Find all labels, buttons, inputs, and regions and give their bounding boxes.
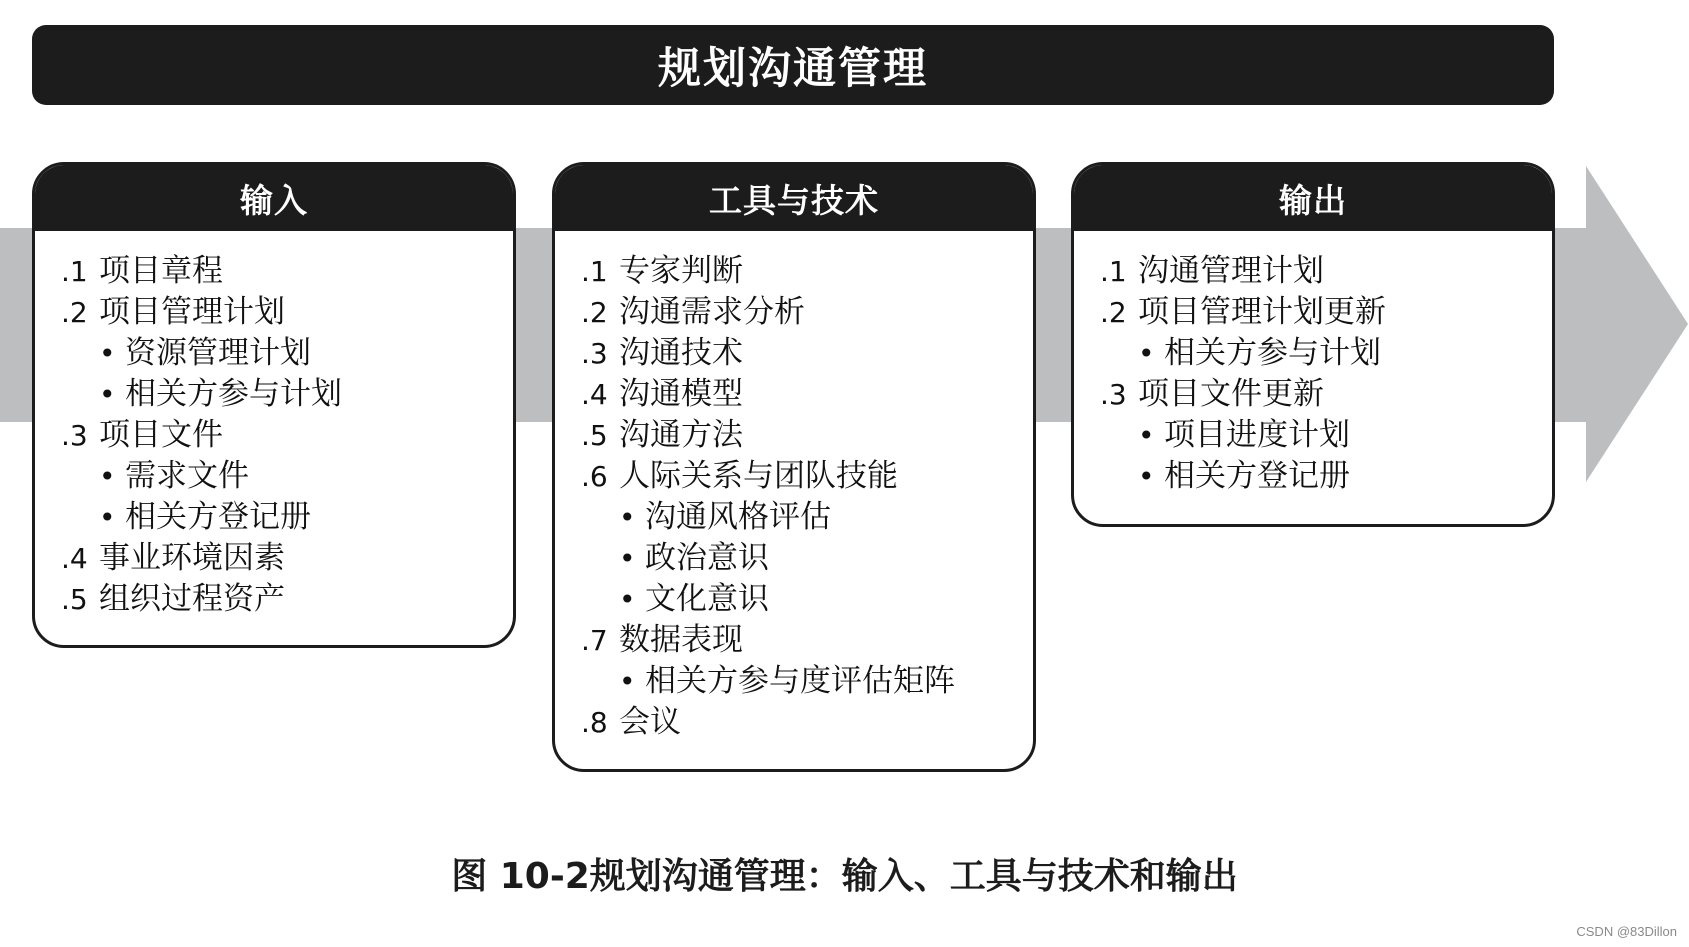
bullet-icon: • (619, 542, 636, 575)
list-item (581, 456, 1009, 497)
sub-list-item (1100, 456, 1528, 497)
list-item (581, 251, 1009, 292)
sub-list-item (61, 456, 489, 497)
tools-list (555, 231, 1033, 743)
item-label: 项目章程 (99, 253, 223, 289)
list-item (61, 292, 489, 333)
item-number: .7 (581, 624, 608, 657)
sub-list-item (581, 497, 1009, 538)
inputs-panel-header (35, 165, 513, 231)
sub-list-item (1100, 415, 1528, 456)
item-number: .1 (1100, 255, 1127, 288)
sub-item-label: 文化意识 (645, 581, 769, 617)
item-label: 沟通模型 (619, 376, 743, 412)
item-number: .5 (61, 583, 88, 616)
bullet-icon: • (99, 378, 116, 411)
item-number: .1 (61, 255, 88, 288)
sub-item-label: 资源管理计划 (125, 335, 311, 371)
inputs-panel-title: 输入 (240, 180, 308, 220)
item-number: .4 (61, 542, 88, 575)
list-item (581, 374, 1009, 415)
list-item (1100, 292, 1528, 333)
sub-item-label: 相关方参与度评估矩阵 (645, 663, 955, 699)
item-number: .4 (581, 378, 608, 411)
outputs-panel (1071, 162, 1555, 527)
tools-panel-header (555, 165, 1033, 231)
process-flow-arrow-head (1586, 166, 1688, 482)
tools-panel-title: 工具与技术 (709, 180, 879, 220)
list-item (61, 538, 489, 579)
bullet-icon: • (619, 583, 636, 616)
bullet-icon: • (99, 337, 116, 370)
list-item (61, 579, 489, 620)
sub-item-label: 相关方登记册 (125, 499, 311, 535)
sub-list-item (581, 661, 1009, 702)
list-item (581, 292, 1009, 333)
item-number: .2 (61, 296, 88, 329)
list-item (581, 702, 1009, 743)
bullet-icon: • (1138, 419, 1155, 452)
bullet-icon: • (1138, 460, 1155, 493)
item-label: 事业环境因素 (99, 540, 285, 576)
item-label: 沟通方法 (619, 417, 743, 453)
item-label: 组织过程资产 (99, 581, 285, 617)
item-label: 项目文件更新 (1138, 376, 1324, 412)
outputs-list (1074, 231, 1552, 497)
sub-list-item (61, 497, 489, 538)
list-item (581, 620, 1009, 661)
sub-item-label: 相关方参与计划 (1164, 335, 1381, 371)
bullet-icon: • (99, 460, 116, 493)
figure-caption: 图 10-2规划沟通管理：输入、工具与技术和输出 (451, 856, 1238, 897)
bullet-icon: • (619, 501, 636, 534)
sub-item-label: 政治意识 (645, 540, 769, 576)
bullet-icon: • (619, 665, 636, 698)
sub-list-item (61, 333, 489, 374)
item-number: .5 (581, 419, 608, 452)
item-label: 沟通技术 (619, 335, 743, 371)
item-number: .1 (581, 255, 608, 288)
inputs-list (35, 231, 513, 620)
outputs-panel-title: 输出 (1279, 180, 1347, 220)
item-label: 项目文件 (99, 417, 223, 453)
tools-panel (552, 162, 1036, 772)
list-item (61, 415, 489, 456)
sub-item-label: 相关方登记册 (1164, 458, 1350, 494)
item-number: .6 (581, 460, 608, 493)
list-item (581, 415, 1009, 456)
item-number: .2 (1100, 296, 1127, 329)
list-item (1100, 374, 1528, 415)
item-label: 专家判断 (619, 253, 743, 289)
item-number: .2 (581, 296, 608, 329)
outputs-panel-header (1074, 165, 1552, 231)
sub-item-label: 需求文件 (125, 458, 249, 494)
item-label: 数据表现 (619, 622, 743, 658)
sub-list-item (1100, 333, 1528, 374)
item-number: .3 (581, 337, 608, 370)
inputs-panel (32, 162, 516, 648)
item-label: 项目管理计划更新 (1138, 294, 1386, 330)
item-label: 项目管理计划 (99, 294, 285, 330)
item-label: 沟通管理计划 (1138, 253, 1324, 289)
list-item (1100, 251, 1528, 292)
sub-item-label: 项目进度计划 (1164, 417, 1350, 453)
item-number: .3 (1100, 378, 1127, 411)
list-item (61, 251, 489, 292)
sub-list-item (581, 579, 1009, 620)
sub-list-item (61, 374, 489, 415)
bullet-icon: • (99, 501, 116, 534)
sub-item-label: 沟通风格评估 (645, 499, 831, 535)
sub-list-item (581, 538, 1009, 579)
diagram-title: 规划沟通管理 (658, 43, 928, 94)
bullet-icon: • (1138, 337, 1155, 370)
list-item (581, 333, 1009, 374)
watermark: CSDN @83Dillon (1576, 924, 1677, 939)
item-label: 沟通需求分析 (619, 294, 805, 330)
item-label: 人际关系与团队技能 (619, 458, 898, 494)
title-bar (32, 25, 1554, 105)
item-label: 会议 (619, 704, 681, 740)
item-number: .8 (581, 706, 608, 739)
item-number: .3 (61, 419, 88, 452)
sub-item-label: 相关方参与计划 (125, 376, 342, 412)
